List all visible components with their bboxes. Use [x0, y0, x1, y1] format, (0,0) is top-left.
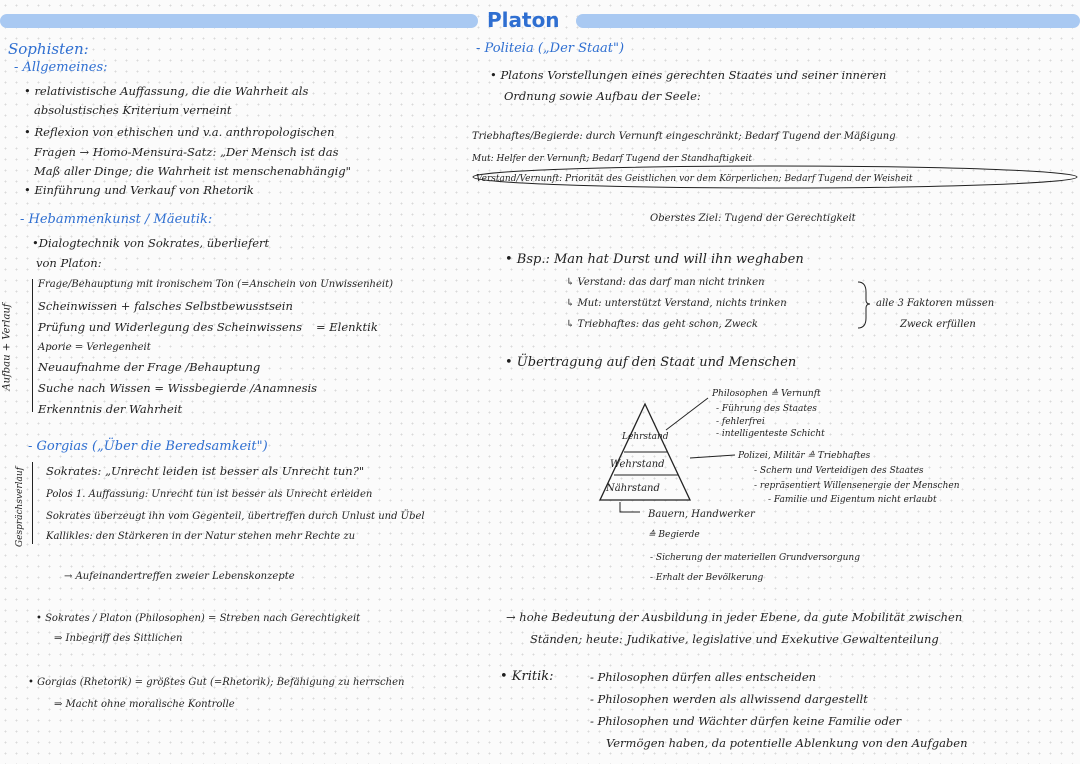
beispiel-note: Zweck erfüllen [900, 319, 976, 330]
oberstes-ziel: Oberstes Ziel: Tugend der Gerechtigkeit [650, 213, 856, 224]
bildung-line: → hohe Bedeutung der Ausbildung in jeder Ebene, da gute Mobilität zwischen [506, 610, 963, 624]
maeutik-step: Prüfung und Widerlegung des Scheinwissens [38, 320, 302, 334]
wehr-note: - repräsentiert Willensenergie der Menschen [754, 481, 960, 491]
gespraech-side-label: Gesprächsverlauf [15, 466, 26, 548]
lehr-note: Philosophen ≙ Vernunft [712, 389, 821, 399]
gorgias-line: Kallikles: den Stärkeren in der Natur stehen mehr Rechte zu [46, 531, 356, 542]
gorgias-conclusion: → Aufeinandertreffen zweier Lebenskonzepte [64, 571, 295, 582]
sokrates-line: ⇒ Inbegriff des Sittlichen [54, 633, 183, 644]
pyramid-wehrstand: Wehrstand [610, 459, 665, 470]
allgemein-line: absolustisches Kriterium verneint [34, 103, 232, 117]
beispiel-heading: • Bsp.: Man hat Durst und will ihn weghaben [505, 252, 804, 267]
gorgias-line: Sokrates überzeugt ihn vom Gegenteil, übertreffen durch Unlust und Übel [46, 511, 425, 522]
allgemein-line: • Reflexion von ethischen und v.a. anthropologischen [24, 125, 335, 139]
gorgias-line: Sokrates: „Unrecht leiden ist besser als Unrecht tun?" [46, 464, 365, 478]
staat-heading: • Übertragung auf den Staat und Menschen [505, 355, 797, 370]
naehr-note: ≙ Begierde [648, 530, 700, 540]
politeia-line: • Platons Vorstellungen eines gerechten Staates und seiner inneren [490, 68, 887, 82]
beispiel-item: ↳ Triebhaftes: das geht schon, Zweck [566, 319, 758, 330]
allgemein-line: Fragen → Homo-Mensura-Satz: „Der Mensch ist das [34, 145, 339, 159]
kritik-line: Vermögen haben, da potentielle Ablenkung von den Aufgaben [606, 736, 968, 750]
allgemein-heading: - Allgemeines: [14, 60, 108, 75]
allgemein-line: • Einführung und Verkauf von Rhetorik [24, 183, 254, 197]
seele-line: Triebhaftes/Begierde: durch Vernunft eingeschränkt; Bedarf Tugend der Mäßigung [472, 131, 896, 142]
gorgias-heading: - Gorgias („Über die Beredsamkeit") [28, 439, 268, 454]
pyramid-naehrstand: Nährstand [606, 483, 660, 494]
beispiel-item: ↳ Mut: unterstützt Verstand, nichts trinken [566, 298, 787, 309]
beispiel-note: alle 3 Faktoren müssen [876, 298, 995, 309]
maeutik-step: Aporie = Verlegenheit [38, 342, 151, 353]
maeutik-intro: •Dialogtechnik von Sokrates, überliefert [32, 236, 270, 250]
sokrates-line: • Sokrates / Platon (Philosophen) = Streben nach Gerechtigkeit [36, 613, 361, 624]
aufbau-side-label: Aufbau + Verlauf [1, 303, 13, 391]
lehr-note: - fehlerfrei [716, 417, 765, 427]
wehr-note: - Familie und Eigentum nicht erlaubt [768, 495, 937, 505]
gespraech-line [32, 462, 33, 544]
allgemein-line: • relativistische Auffassung, die die Wahrheit als [24, 84, 309, 98]
lehr-note: - Führung des Staates [716, 404, 817, 414]
naehr-note: - Erhalt der Bevölkerung [650, 573, 764, 583]
allgemein-line: Maß aller Dinge; die Wahrheit ist menschenabhängig" [34, 164, 351, 178]
elenktik-label: = Elenktik [316, 320, 378, 334]
maeutik-step: Erkenntnis der Wahrheit [38, 402, 183, 416]
naehr-note: Bauern, Handwerker [648, 509, 755, 520]
seele-line: Mut: Helfer der Vernunft; Bedarf Tugend der Standhaftigkeit [472, 154, 753, 164]
maeutik-step: Suche nach Wissen = Wissbegierde /Anamnesis [38, 381, 318, 395]
gorgias-line: Polos 1. Auffassung: Unrecht tun ist besser als Unrecht erleiden [46, 489, 373, 500]
rhetorik-line: ⇒ Macht ohne moralische Kontrolle [54, 699, 235, 710]
beispiel-item: ↳ Verstand: das darf man nicht trinken [566, 277, 765, 288]
maeutik-step: Frage/Behauptung mit ironischem Ton (=Anschein von Unwissenheit) [38, 279, 394, 290]
pyramid-lehrstand: Lehrstand [622, 432, 669, 442]
maeutik-step: Neuaufnahme der Frage /Behauptung [38, 360, 261, 374]
rhetorik-line: • Gorgias (Rhetorik) = größtes Gut (=Rhetorik); Befähigung zu herrschen [28, 677, 405, 688]
kritik-line: - Philosophen und Wächter dürfen keine Familie oder [590, 714, 902, 728]
naehr-note: - Sicherung der materiellen Grundversorgung [650, 553, 860, 563]
politeia-line: Ordnung sowie Aufbau der Seele: [504, 89, 701, 103]
wehr-note: Polizei, Militär ≙ Triebhaftes [738, 451, 871, 461]
maeutik-intro: von Platon: [36, 256, 102, 270]
politeia-heading: - Politeia („Der Staat") [476, 41, 625, 56]
lehr-note: - intelligenteste Schicht [716, 429, 825, 439]
aufbau-line [32, 279, 33, 412]
kritik-line: - Philosophen werden als allwissend dargestellt [590, 692, 868, 706]
bildung-line: Ständen; heute: Judikative, legislative und Exekutive Gewaltenteilung [530, 632, 939, 646]
kritik-label: • Kritik: [500, 669, 554, 684]
maeutik-heading: - Hebammenkunst / Mäeutik: [20, 212, 213, 227]
seele-line: Verstand/Vernunft: Priorität des Geistlichen vor dem Körperlichen; Bedarf Tugend der Weisheit [476, 174, 913, 184]
maeutik-step: Scheinwissen + falsches Selbstbewusstsein [38, 299, 293, 313]
sophisten-heading: Sophisten: [8, 40, 89, 58]
wehr-note: - Schern und Verteidigen des Staates [754, 466, 924, 476]
kritik-line: - Philosophen dürfen alles entscheiden [590, 670, 817, 684]
page-title: Platon [487, 8, 560, 32]
